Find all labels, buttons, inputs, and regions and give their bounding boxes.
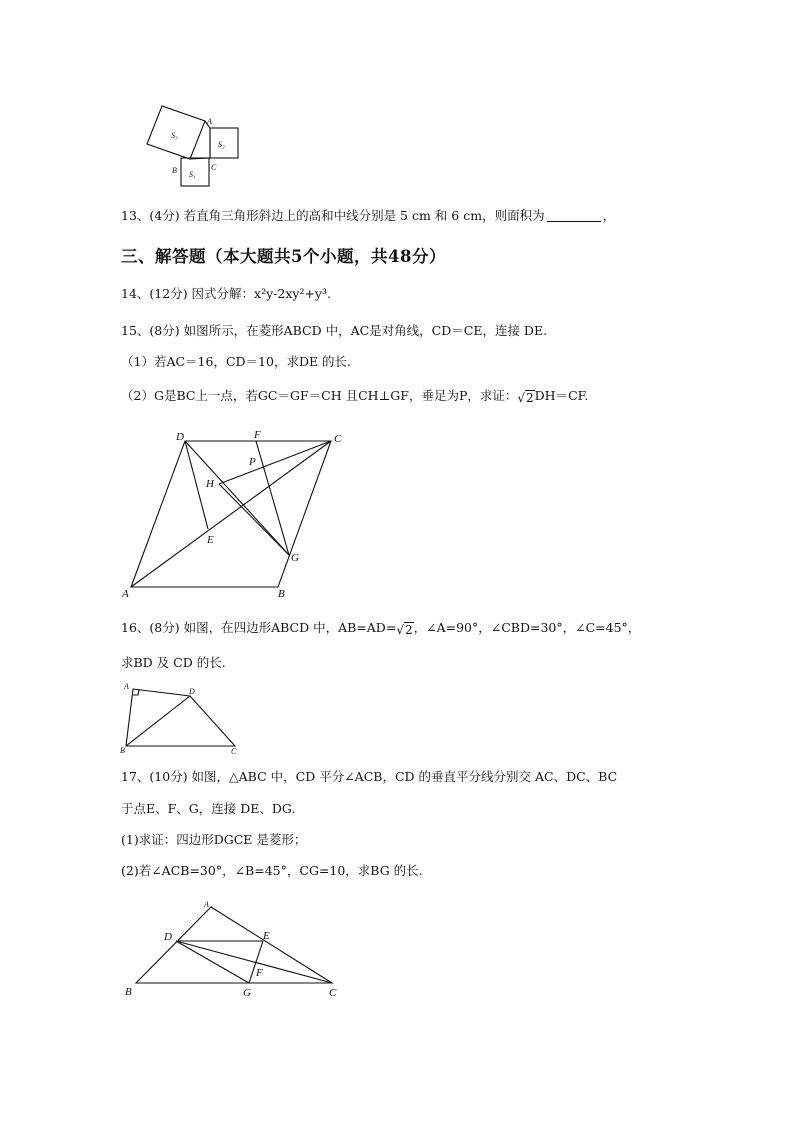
question-15-part2-end: DH＝CF. (534, 388, 589, 403)
figure-pythagorean-squares (126, 100, 246, 192)
question-15-part2-text: （2）G是BC上一点，若GC＝GF＝CH 且CH⊥GF，垂足为P，求证： (121, 388, 518, 403)
label-c: C (231, 747, 237, 756)
sqrt-symbol: √2 (396, 623, 413, 637)
label-c: C (211, 163, 217, 172)
label-b: B (120, 746, 125, 755)
question-13-text: 13、(4分) 若直角三角形斜边上的高和中线分别是 5 cm 和 6 cm，则面积为 (121, 208, 545, 223)
label-b: B (172, 166, 177, 175)
label-s2: S₂ (218, 140, 225, 149)
label-g: G (291, 552, 299, 564)
label-p: P (249, 456, 256, 468)
label-c: C (334, 433, 342, 445)
label-a: A (207, 117, 212, 126)
question-16-line2: 求BD 及 CD 的长. (121, 655, 226, 670)
question-15-stem: 15、(8分) 如图所示，在菱形ABCD 中，AC是对角线，CD＝CE，连接 DE. (121, 323, 548, 338)
question-17-line2: 于点E、F、G，连接 DE、DG. (121, 801, 296, 816)
label-f: F (256, 967, 263, 979)
label-a: A (122, 588, 129, 600)
label-b: B (125, 986, 132, 998)
question-17-line1: 17、(10分) 如图，△ABC 中，CD 平分∠ACB，CD 的垂直平分线分别交 AC、DC、BC (121, 769, 618, 784)
question-13 (121, 207, 615, 225)
label-e: E (263, 930, 270, 942)
label-d: D (164, 931, 172, 943)
question-15-part2 (121, 387, 588, 407)
figure-triangle-abc (118, 895, 348, 1005)
question-16-conditions: ，∠A=90°，∠CBD=30°，∠C=45°， (413, 620, 641, 635)
question-16-line1 (121, 619, 640, 639)
figure-quadrilateral-abcd (118, 680, 248, 760)
question-17-part1: (1)求证：四边形DGCE 是菱形； (121, 832, 307, 847)
question-14: 14、(12分) 因式分解：x²y-2xy²+y³. (121, 286, 331, 301)
question-17-part2: (2)若∠ACB=30°，∠B=45°，CG=10，求BG 的长. (121, 863, 423, 878)
question-16-text: 16、(8分) 如图，在四边形ABCD 中，AB=AD= (121, 620, 397, 635)
label-h: H (206, 478, 214, 490)
question-13-end: ， (602, 208, 616, 223)
label-b: B (278, 588, 285, 600)
label-c: C (329, 987, 337, 999)
question-15-part1: （1）若AC＝16，CD＝10，求DE 的长. (121, 354, 352, 369)
section-heading: 三、解答题（本大题共5个小题，共48分） (121, 247, 446, 266)
label-s3: S₃ (171, 131, 178, 140)
label-d: D (189, 687, 195, 696)
label-g: G (243, 987, 251, 999)
sqrt-symbol: √2 (517, 391, 534, 405)
label-d: D (176, 431, 184, 443)
label-a: A (204, 900, 209, 909)
label-f: F (254, 429, 261, 441)
answer-blank[interactable] (547, 209, 601, 222)
label-s1: S₁ (189, 170, 196, 179)
sqrt-radicand: 2 (404, 623, 413, 637)
label-e: E (207, 534, 214, 546)
label-a: A (124, 682, 129, 691)
figure-rhombus-abcd (118, 424, 358, 604)
sqrt-radicand: 2 (526, 391, 534, 405)
